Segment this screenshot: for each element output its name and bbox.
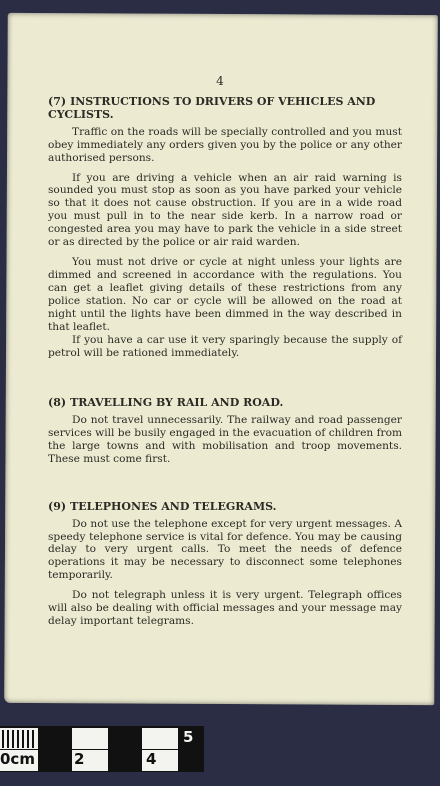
section-7 <box>48 96 402 360</box>
ruler-label: 5 <box>183 728 194 746</box>
paragraph: Do not telegraph unless it is very urgent. Telegraph offices will also be dealing with official messages and your message may delay important telegrams. <box>48 589 402 627</box>
page-number: 4 <box>216 74 224 88</box>
section-9 <box>48 501 402 628</box>
ruler-label: 1 <box>38 728 49 746</box>
section-8 <box>48 397 402 466</box>
paragraph: Do not travel unnecessarily. The railway and road passenger services will be busily engaged in the evacuation of children from the large towns and with mobilisation and troop movements. These must come first. <box>48 414 402 465</box>
section-number: (8) <box>48 396 67 410</box>
ruler-top-row <box>0 728 204 750</box>
paragraph: Traffic on the roads will be specially controlled and you must obey immediately any orders given you by the police or any other authorised persons. <box>48 125 402 164</box>
ruler-label: 0cm <box>0 750 35 768</box>
ruler-label: 4 <box>146 750 157 768</box>
section-title: INSTRUCTIONS TO DRIVERS OF VEHICLES AND CYCLISTS. <box>48 95 376 121</box>
section-heading <box>48 96 402 122</box>
ruler-ticks <box>2 730 36 748</box>
section-title: TELEPHONES AND TELEGRAMS. <box>70 499 277 513</box>
section-heading <box>48 501 402 514</box>
section-heading <box>48 397 402 410</box>
ruler-label: 2 <box>74 750 85 768</box>
paragraph: If you have a car use it very sparingly because the supply of petrol will be rationed immediately. <box>48 334 402 360</box>
paragraph: Do not use the telephone except for very urgent messages. A speedy telephone service is vital for defence. You may be causing delay to very urgent calls. To meet the needs of defence operations it may be necessary to disconnect some telephones temporarily. <box>48 517 402 582</box>
ruler-label: 3 <box>111 728 122 746</box>
section-title: TRAVELLING BY RAIL AND ROAD. <box>70 396 284 410</box>
scale-ruler <box>0 726 204 772</box>
ruler-bottom-row <box>0 750 204 772</box>
paragraph: If you are driving a vehicle when an air raid warning is sounded you must stop as soon as you have parked your vehicle so that it does not cause obstruction. If you are in a wide road you must pull in to the near side kerb. In a narrow road or congested area you may have to park the vehicle in a side street or as directed by the police or air raid warden. <box>48 171 402 249</box>
section-number: (7) <box>48 95 67 108</box>
document-body <box>48 96 402 635</box>
section-number: (9) <box>48 499 67 513</box>
paragraph: You must not drive or cycle at night unless your lights are dimmed and screened in accordance with the regulations. You can get a leaflet giving details of these restrictions from any police station. No car or cycle will be allowed on the road at night until the lights have been dimmed in the way described in that leaflet. <box>48 255 402 333</box>
